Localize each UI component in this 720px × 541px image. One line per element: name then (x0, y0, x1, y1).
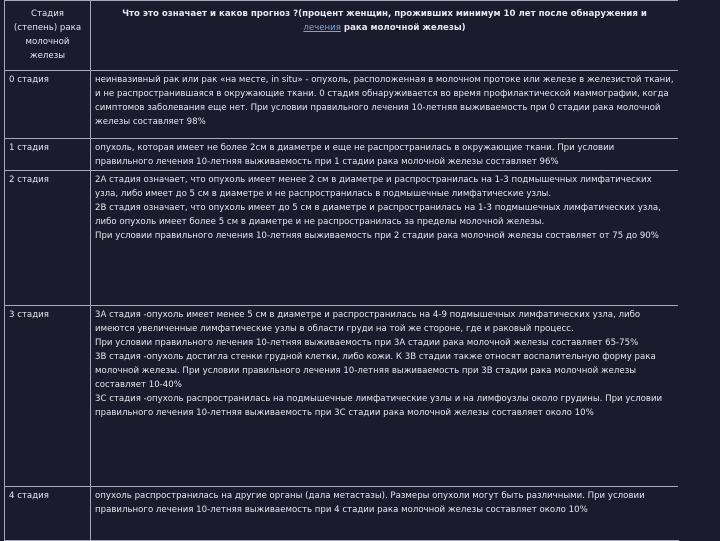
header-description-cell (91, 1, 679, 71)
stage-label: 3 стадия (9, 310, 49, 320)
description-text: неинвазивный рак или рак «на месте, in situ» - опухоль, расположенная в молочном протоке или железе в железистой ткани, и не распространившаяся в окружающие ткани. 0 стадия обнаруживается во время профилактической маммографии, когда симптомов заболевания еще нет. При условии правильного лечения 10-летняя выживаемость при 0 стадии рака молочной железы составляет 98% (95, 75, 674, 127)
stage-cell (5, 139, 91, 171)
stage-cell (5, 306, 91, 487)
header-description-detail: (процент женщин, проживших минимум 10 лет после обнаружения и (298, 9, 647, 19)
description-text: 3С стадия -опухоль распространилась на подмышечные лимфатические узлы и на лимфоузлы около грудины. При условии правильного лечения 10-летняя выживаемость при 3С стадии рака молочной железы составляет около 10% (95, 394, 663, 418)
description-text: опухоль распространилась на другие органы (дала метастазы). Размеры опухоли могут быть различными. При условии правильного лечения 10-летняя выживаемость при 4 стадии рака молочной железы составляет около 10% (95, 491, 645, 515)
table-row (5, 487, 679, 541)
breast-cancer-stages-table (4, 0, 679, 541)
stage-cell (5, 487, 91, 541)
description-text: При условии правильного лечения 10-летняя выживаемость при 3А стадии рака молочной железы составляет 65-75% (95, 338, 639, 348)
table-row (5, 306, 679, 487)
description-text: 3В стадия -опухоль достигла стенки грудной клетки, либо кожи. К 3В стадии также относят воспалительную форму рака молочной железы. При условии правильного лечения 10-летняя выживаемость при 3В стадии рака молочной железы составляет 10-40% (95, 352, 656, 390)
stage-cell (5, 171, 91, 306)
table-row (5, 171, 679, 306)
stage-cell (5, 71, 91, 139)
treatment-link[interactable]: лечения (303, 23, 341, 33)
stage-label: 1 стадия (9, 143, 49, 153)
description-text: опухоль, которая имеет не более 2см в диаметре и еще не распространилась в окружающие ткани. При условии правильного лечения 10-летняя выживаемость при 1 стадии рака молочной железы составляет 96% (95, 143, 615, 167)
description-cell (91, 306, 679, 487)
header-stage-label: Стадия (степень) рака молочной железы (13, 9, 82, 61)
description-cell (91, 171, 679, 306)
table-row (5, 71, 679, 139)
description-cell (91, 71, 679, 139)
table-row (5, 139, 679, 171)
description-text: 2А стадия означает, что опухоль имеет менее 2 см в диаметре и распространилась на 1-3 подмышечных лимфатических узла, либо имеет до 5 см в диаметре и не распространилась в подмышечные лимфатические узлы. (95, 175, 652, 199)
stage-label: 4 стадия (9, 491, 49, 501)
table-header-row (5, 1, 679, 71)
description-cell (91, 139, 679, 171)
description-cell (91, 487, 679, 541)
description-text: При условии правильного лечения 10-летняя выживаемость при 2 стадии рака молочной железы составляет от 75 до 90% (95, 231, 659, 241)
stage-label: 2 стадия (9, 175, 49, 185)
description-text: 3А стадия -опухоль имеет менее 5 см в диаметре и распространилась на 4-9 подмышечных лимфатических узла, либо имеются увеличенные лимфатические узлы в области груди на той же стороне, где и раковый процесс. (95, 310, 641, 334)
stage-label: 0 стадия (9, 75, 49, 85)
header-stage-cell (5, 1, 91, 71)
description-text: 2В стадия означает, что опухоль имеет до 5 см в диаметре и распространилась на 1-3 подмышечных лимфатических узла, либо опухоль имеет более 5 см в диаметре и не распространилась за пределы молочной железы. (95, 203, 661, 227)
background-margin (678, 0, 720, 540)
header-description-question: Что это означает и каков прогноз ? (122, 9, 299, 19)
header-description-tail: рака молочной железы) (340, 23, 466, 33)
